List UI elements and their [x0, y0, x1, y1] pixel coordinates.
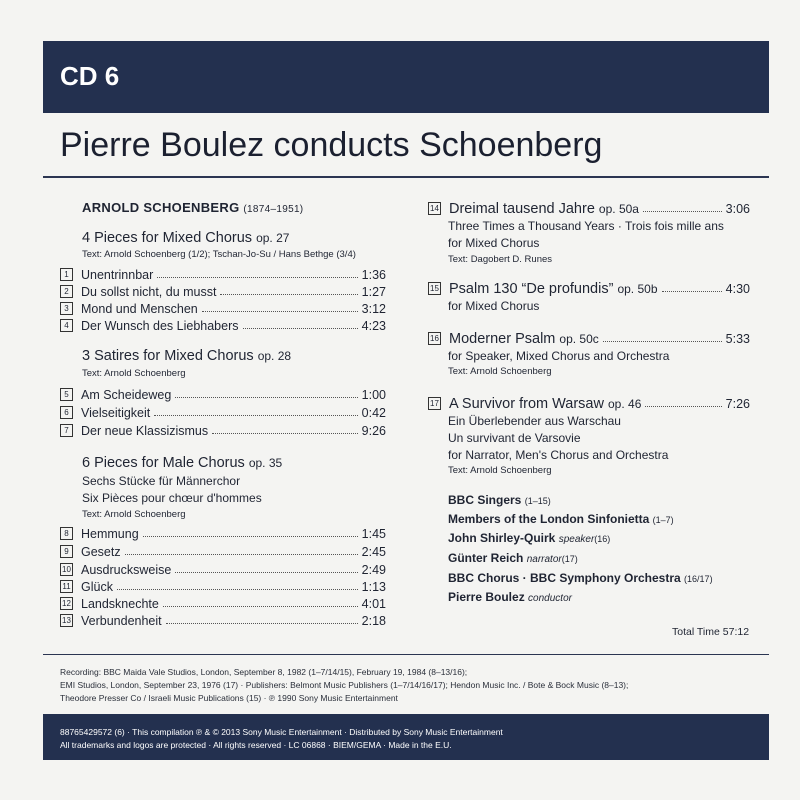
track-row	[60, 578, 386, 595]
text-note: Text: Arnold Schoenberg	[82, 509, 186, 520]
track-number: 12	[60, 597, 73, 610]
credit-line: Theodore Presser Co / Israeli Music Publications (15) · ℗ 1990 Sony Music Entertainment	[60, 693, 398, 703]
leader-dots	[202, 311, 358, 312]
track-row	[60, 283, 386, 300]
track-row	[60, 525, 386, 542]
composer-dates: (1874–1951)	[243, 204, 304, 215]
work-subtitle: for Mixed Chorus	[448, 299, 540, 313]
track-duration: 4:01	[361, 596, 386, 611]
recording-credits	[60, 666, 760, 705]
track-duration: 5:33	[725, 331, 750, 346]
performer-range: (17)	[561, 554, 578, 564]
track-name	[449, 395, 641, 413]
track-row	[428, 329, 750, 348]
track-duration: 2:45	[361, 544, 386, 559]
text-note: Text: Dagobert D. Runes	[448, 254, 553, 265]
track-duration: 4:30	[725, 281, 750, 296]
performer-role: conductor	[528, 593, 572, 604]
track-name: Verbundenheit	[81, 613, 162, 628]
track-name: Hemmung	[81, 526, 139, 541]
legal-line: All trademarks and logos are protected · All rights reserved · LC 06868 · BIEM/GEMA · Made in the E.U.	[60, 740, 452, 750]
track-duration: 3:06	[725, 201, 750, 216]
work-title	[82, 454, 282, 472]
track-name: Landsknechte	[81, 596, 159, 611]
leader-dots	[143, 536, 358, 537]
text-note: Text: Arnold Schoenberg (1/2); Tschan-Jo-Su / Hans Bethge (3/4)	[82, 249, 356, 260]
track-name: Gesetz	[81, 544, 121, 559]
work-title-text: 3 Satires for Mixed Chorus	[82, 348, 254, 364]
work-subtitle: Six Pièces pour chœur d'hommes	[82, 491, 262, 505]
work-subtitle: Un survivant de Varsovie	[448, 431, 581, 445]
performer-name: BBC Singers	[448, 493, 522, 507]
work-title-text: 6 Pieces for Male Chorus	[82, 455, 245, 471]
work-title-text: A Survivor from Warsaw	[449, 395, 604, 412]
performer	[448, 549, 713, 569]
track-number: 13	[60, 614, 73, 627]
leader-dots	[125, 554, 358, 555]
track-row	[60, 595, 386, 612]
track-number: 15	[428, 282, 441, 295]
performer-name: John Shirley-Quirk	[448, 531, 556, 545]
track-number: 5	[60, 388, 73, 401]
performer	[448, 491, 713, 510]
track-row	[60, 561, 386, 578]
page-title: Pierre Boulez conducts Schoenberg	[60, 126, 603, 164]
track-duration: 1:00	[361, 387, 386, 402]
work-opus: op. 50b	[617, 281, 658, 296]
legal-line: 88765429572 (6) · This compilation ℗ & © 2013 Sony Music Entertainment · Distributed by Sony Music Entertainment	[60, 727, 503, 737]
track-number: 4	[60, 319, 73, 332]
track-name: Am Scheideweg	[81, 387, 172, 402]
leader-dots	[163, 606, 358, 607]
performer-role: speaker	[558, 534, 595, 545]
track-number: 17	[428, 397, 441, 410]
track-name	[449, 280, 658, 298]
leader-dots	[662, 291, 722, 292]
leader-dots	[212, 433, 358, 434]
track-row	[428, 394, 750, 413]
performer-name: Members of the London Sinfonietta	[448, 512, 650, 526]
leader-dots	[157, 277, 357, 278]
credit-line: EMI Studios, London, September 23, 1976 (17) · Publishers: Belmont Music Publishers (1–7/14/16/17); Hendon Music Inc. / Bote & Bock Music (8–13);	[60, 680, 629, 690]
track-duration: 1:45	[361, 526, 386, 541]
track-number: 11	[60, 580, 73, 593]
work-subtitle: for Narrator, Men's Chorus and Orchestra	[448, 448, 669, 462]
track-row	[60, 317, 386, 334]
work-opus: op. 50c	[559, 331, 599, 346]
track-duration: 3:12	[361, 301, 386, 316]
footer-divider	[43, 654, 769, 655]
track-number: 8	[60, 527, 73, 540]
track-duration: 4:23	[361, 318, 386, 333]
work-subtitle: for Mixed Chorus	[448, 236, 540, 250]
work-title	[82, 229, 289, 247]
header-bar	[43, 41, 769, 113]
text-note: Text: Arnold Schoenberg	[448, 465, 552, 476]
track-name	[449, 330, 599, 348]
track-number: 9	[60, 545, 73, 558]
credit-line: Recording: BBC Maida Vale Studios, London, September 8, 1982 (1–7/14/15), February 19, 1984 (8–13/16);	[60, 667, 468, 677]
track-name: Glück	[81, 579, 113, 594]
legal-notice	[60, 726, 503, 752]
work-title-text: Moderner Psalm	[449, 330, 556, 347]
work-title-text: 4 Pieces for Mixed Chorus	[82, 230, 253, 246]
track-duration: 2:49	[361, 562, 386, 577]
performer-range: (16)	[594, 534, 611, 544]
leader-dots	[603, 341, 722, 342]
work-subtitle: Ein Überlebender aus Warschau	[448, 414, 621, 428]
leader-dots	[220, 294, 357, 295]
leader-dots	[645, 406, 721, 407]
track-duration: 7:26	[725, 396, 750, 411]
track-duration: 2:18	[361, 613, 386, 628]
track-number: 3	[60, 302, 73, 315]
work-opus: op. 35	[248, 456, 283, 470]
track-row	[60, 543, 386, 560]
track-name: Vielseitigkeit	[81, 405, 151, 420]
work-opus: op. 28	[257, 349, 292, 363]
leader-dots	[166, 623, 358, 624]
performer-name: Günter Reich	[448, 551, 524, 565]
work-subtitle: Three Times a Thousand Years · Trois fois mille ans	[448, 219, 724, 233]
composer-heading	[82, 200, 303, 215]
track-name: Der Wunsch des Liebhabers	[81, 318, 239, 333]
track-row	[60, 612, 386, 629]
work-title-text: Psalm 130 “De profundis”	[449, 280, 614, 297]
performer	[448, 510, 713, 529]
cd-label: CD 6	[60, 61, 120, 91]
track-name: Der neue Klassizismus	[81, 423, 209, 438]
title-divider	[43, 176, 769, 178]
track-name: Ausdrucksweise	[81, 562, 172, 577]
work-opus: op. 46	[608, 396, 642, 411]
track-number: 2	[60, 285, 73, 298]
work-subtitle: Sechs Stücke für Männerchor	[82, 474, 241, 488]
track-duration: 0:42	[361, 405, 386, 420]
track-name	[449, 200, 639, 218]
performer-name: Pierre Boulez	[448, 590, 525, 604]
work-title	[82, 347, 291, 365]
track-duration: 9:26	[361, 423, 386, 438]
work-subtitle: for Speaker, Mixed Chorus and Orchestra	[448, 349, 670, 363]
performers-list	[448, 491, 713, 608]
track-number: 10	[60, 563, 73, 576]
track-name: Du sollst nicht, du musst	[81, 284, 217, 299]
total-time: Total Time 57:12	[672, 626, 750, 638]
track-number: 14	[428, 202, 441, 215]
track-name: Unentrinnbar	[81, 267, 154, 282]
track-duration: 1:27	[361, 284, 386, 299]
track-row	[60, 422, 386, 439]
track-row	[60, 386, 386, 403]
track-row	[60, 266, 386, 283]
work-opus: op. 50a	[598, 201, 639, 216]
performer-range: (1–15)	[524, 496, 551, 506]
track-row	[428, 279, 750, 298]
leader-dots	[175, 572, 357, 573]
performer-name: BBC Chorus · BBC Symphony Orchestra	[448, 571, 681, 585]
work-opus: op. 27	[256, 231, 290, 245]
track-number: 7	[60, 424, 73, 437]
composer-name: ARNOLD SCHOENBERG	[82, 200, 240, 215]
work-title-text: Dreimal tausend Jahre	[449, 200, 595, 217]
leader-dots	[643, 211, 722, 212]
leader-dots	[154, 415, 357, 416]
text-note: Text: Arnold Schoenberg	[82, 368, 186, 379]
performer	[448, 569, 713, 588]
track-duration: 1:36	[361, 267, 386, 282]
performer	[448, 529, 713, 549]
performer-range: (16/17)	[684, 574, 713, 584]
track-name: Mond und Menschen	[81, 301, 198, 316]
track-number: 1	[60, 268, 73, 281]
track-row	[60, 404, 386, 421]
performer-role: narrator	[526, 554, 562, 565]
performer-range: (1–7)	[652, 515, 674, 525]
leader-dots	[243, 328, 358, 329]
text-note: Text: Arnold Schoenberg	[448, 366, 552, 377]
performer	[448, 588, 713, 608]
track-row	[60, 300, 386, 317]
track-number: 6	[60, 406, 73, 419]
leader-dots	[117, 589, 358, 590]
track-duration: 1:13	[361, 579, 386, 594]
leader-dots	[175, 397, 357, 398]
track-row	[428, 199, 750, 218]
track-number: 16	[428, 332, 441, 345]
